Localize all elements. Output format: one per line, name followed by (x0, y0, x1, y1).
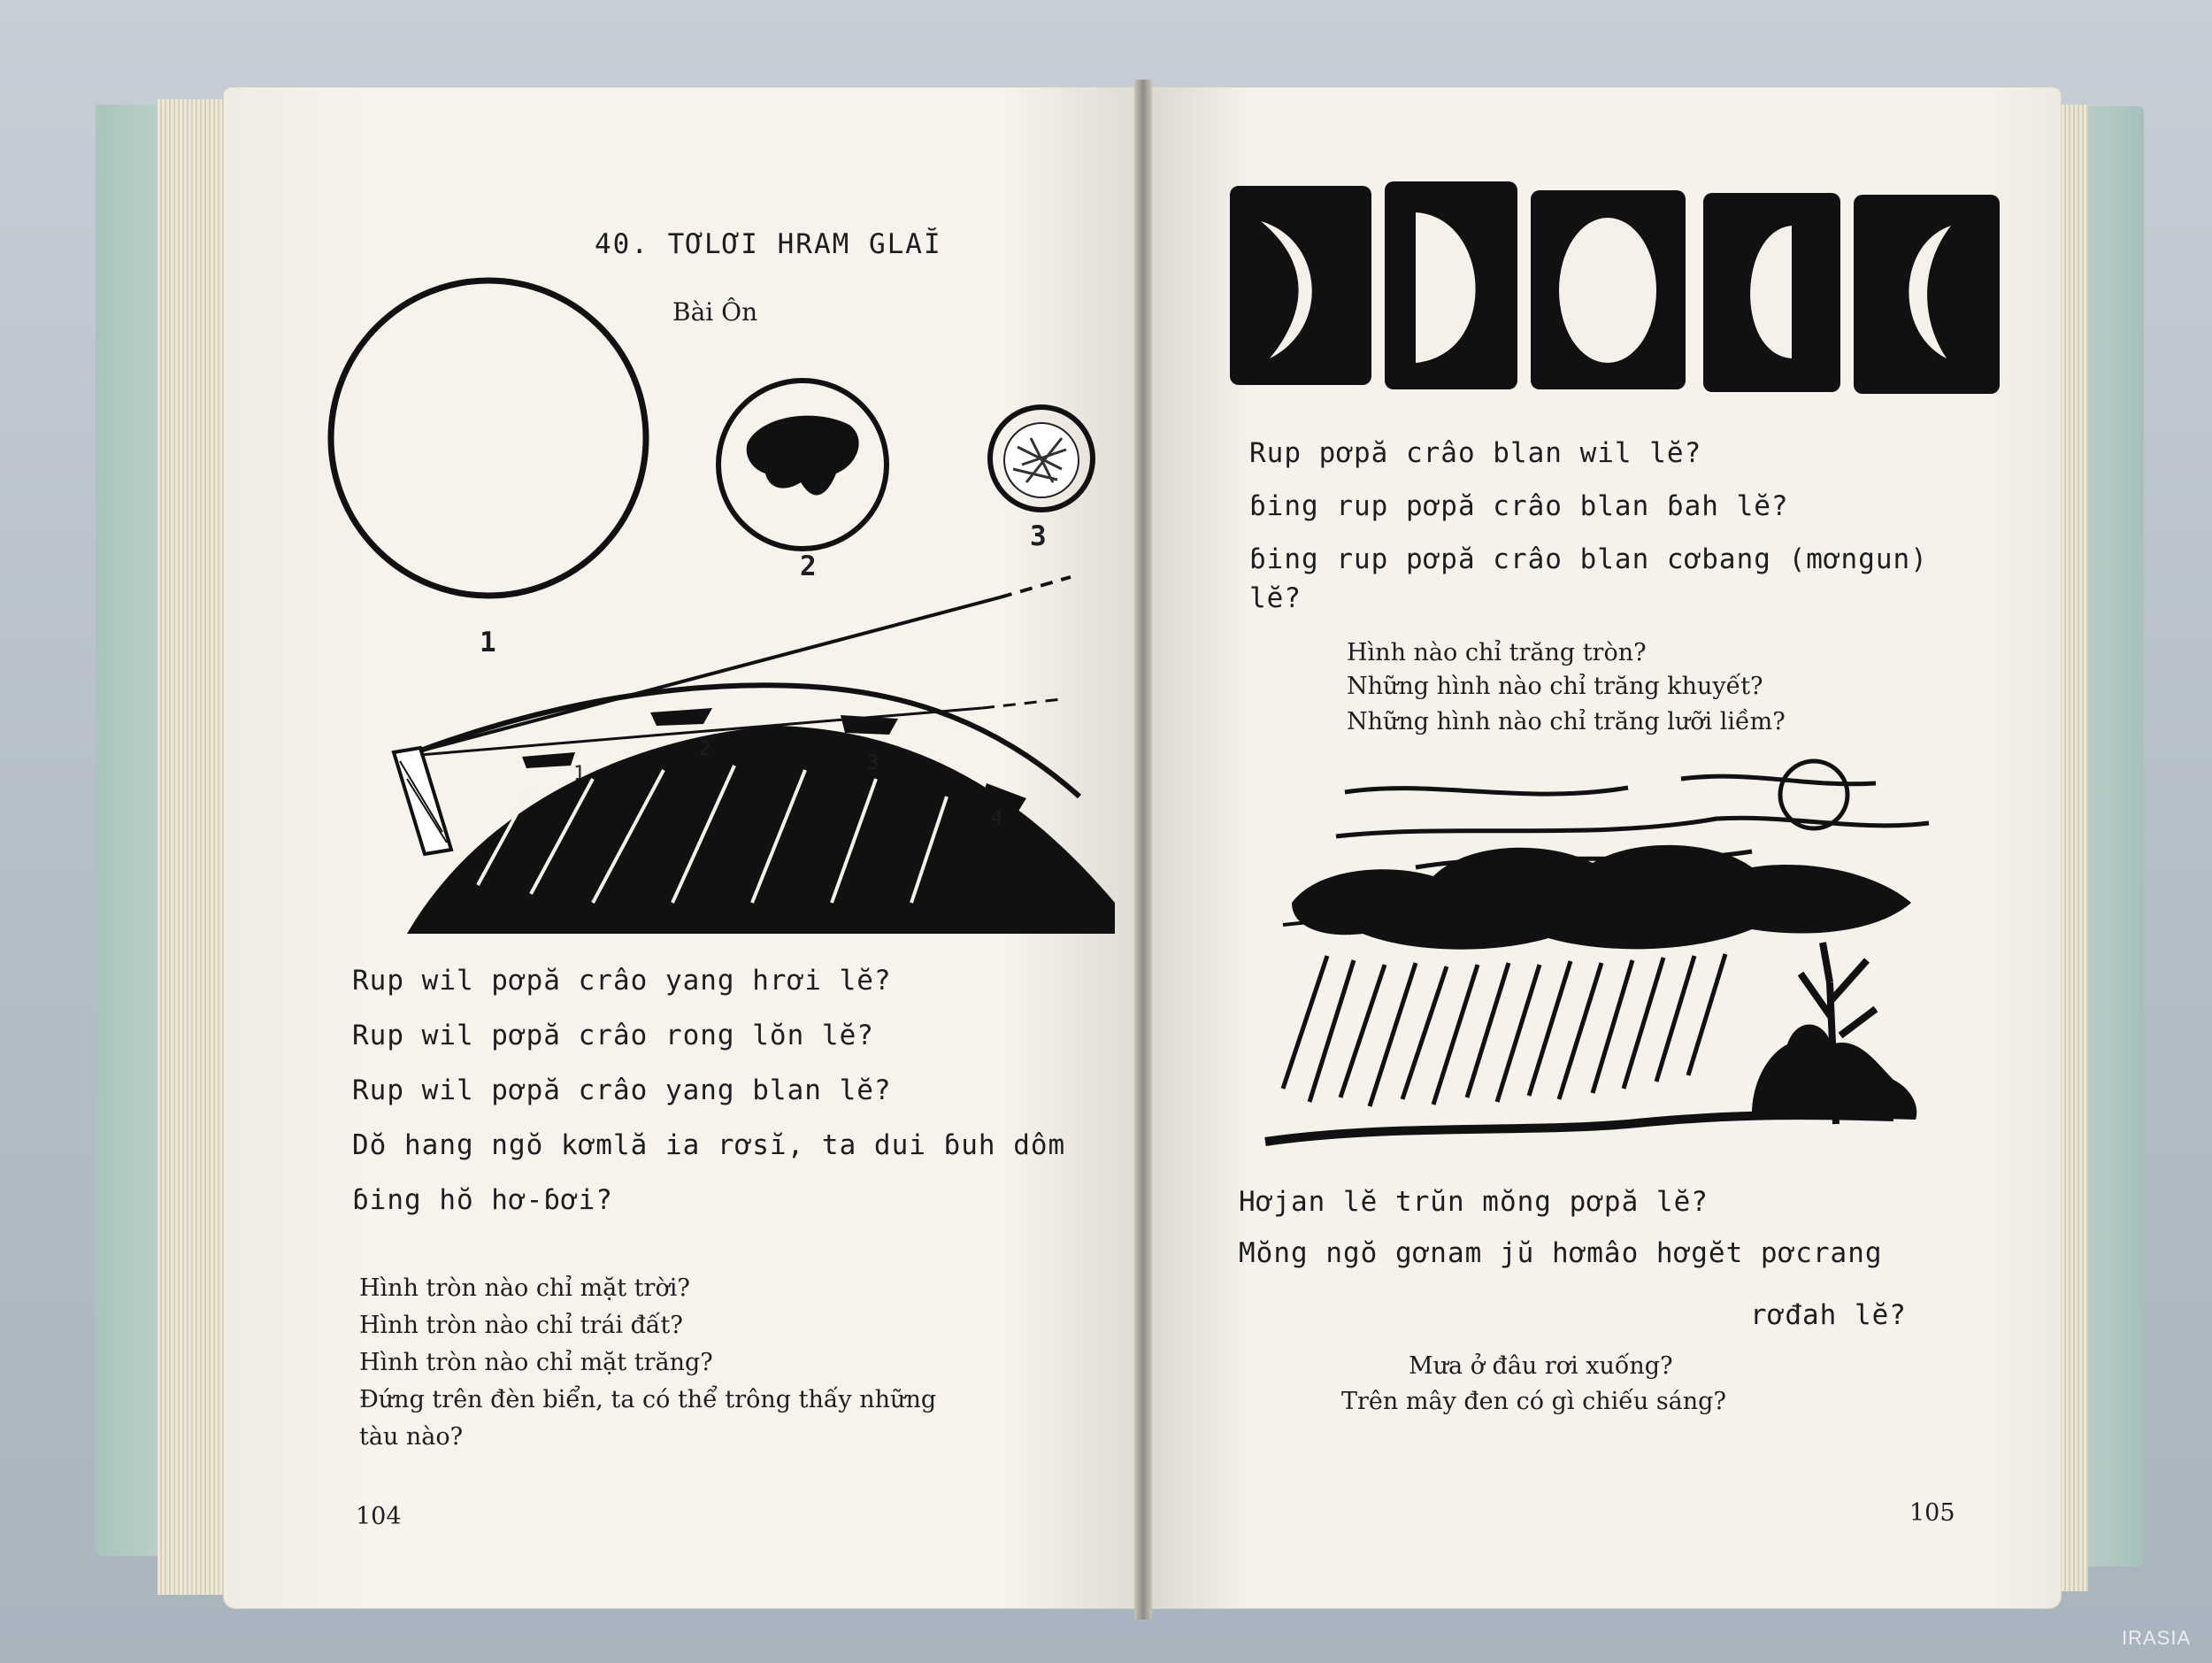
right-question-5: Hơjan lĕ trŭn mŏng pơpă lĕ? (1239, 1186, 1709, 1218)
right-question-7: rơđah lĕ? (1750, 1299, 1907, 1331)
right-vietnamese-1: Hình nào chỉ trăng tròn? (1347, 639, 1647, 666)
figure-label-2: 2 (800, 550, 818, 582)
left-vietnamese-2: Hình tròn nào chỉ trái đất? (359, 1312, 683, 1339)
left-vietnamese-3: Hình tròn nào chỉ mặt trăng? (359, 1349, 713, 1376)
left-vietnamese-4: Đứng trên đèn biển, ta có thể trông thấy những (359, 1386, 937, 1413)
left-question-2: Rup wil pơpă crâo rong lŏn lĕ? (352, 1020, 874, 1051)
book-gutter (1134, 80, 1152, 1620)
earth-continents (747, 416, 859, 496)
arc-label-2: 2 (699, 738, 712, 760)
figure-label-3: 3 (1030, 520, 1048, 552)
rain-cloud-illustration (1256, 752, 1929, 1159)
right-vietnamese-4: Mưa ở đâu rơi xuống? (1409, 1352, 1673, 1380)
arc-label-1: 1 (573, 763, 587, 785)
page-number-right: 105 (1909, 1499, 1955, 1527)
arc-label-4: 4 (991, 807, 1004, 829)
left-question-3: Rup wil pơpă crâo yang blan lĕ? (352, 1074, 892, 1106)
right-vietnamese-5: Trên mây đen có gì chiếu sáng? (1341, 1388, 1726, 1415)
dark-cloud (1292, 845, 1911, 950)
left-question-1: Rup wil pơpă crâo yang hrơi lĕ? (352, 965, 892, 997)
ship-2 (650, 708, 712, 726)
earth-hill (407, 726, 1115, 934)
lesson-subtitle: Bài Ôn (672, 297, 758, 327)
page-number-left: 104 (356, 1503, 402, 1530)
ship-1 (522, 752, 575, 768)
right-question-6: Mŏng ngŏ gơnam jŭ hơmâo hơgĕt pơcrang (1239, 1237, 1883, 1269)
right-question-1: Rup pơpă crâo blan wil lĕ? (1249, 437, 1702, 469)
ground-line (1265, 1115, 1893, 1142)
lesson-title: 40. TƠLƠI HRAM GLAĬ (595, 228, 942, 260)
right-question-3: ɓing rup pơpă crâo blan cơbang (mơngun) (1249, 543, 1928, 575)
moon-phase-1 (1230, 186, 1371, 385)
figure-label-1: 1 (480, 627, 497, 658)
moon-phases-illustration (1225, 177, 2022, 425)
moon-phase-5 (1854, 195, 2000, 394)
sun-circle (331, 281, 646, 596)
right-vietnamese-3: Những hình nào chỉ trăng lưỡi liềm? (1347, 708, 1786, 735)
arc-label-3: 3 (867, 752, 880, 774)
right-question-4: lĕ? (1249, 582, 1302, 614)
moon-phase-2 (1385, 181, 1517, 389)
moon-phase-3 (1531, 190, 1686, 389)
rain-lines (1283, 954, 1725, 1106)
left-question-4: Dŏ hang ngŏ kơmlă ia rơsĭ, ta dui ɓuh dôm (352, 1129, 1066, 1161)
watermark: IRASIA (2122, 1627, 2192, 1649)
right-vietnamese-2: Những hình nào chỉ trăng khuyết? (1347, 673, 1763, 700)
right-question-2: ɓing rup pơpă crâo blan ɓah lĕ? (1249, 490, 1789, 522)
ship-3 (841, 715, 898, 735)
earth-curvature-illustration (380, 566, 1115, 938)
left-vietnamese-1: Hình tròn nào chỉ mặt trời? (359, 1274, 690, 1302)
left-question-5: ɓing hŏ hơ-ɓơi? (352, 1184, 613, 1216)
moon-phase-4 (1703, 193, 1840, 392)
left-vietnamese-5: tàu nào? (359, 1423, 464, 1451)
